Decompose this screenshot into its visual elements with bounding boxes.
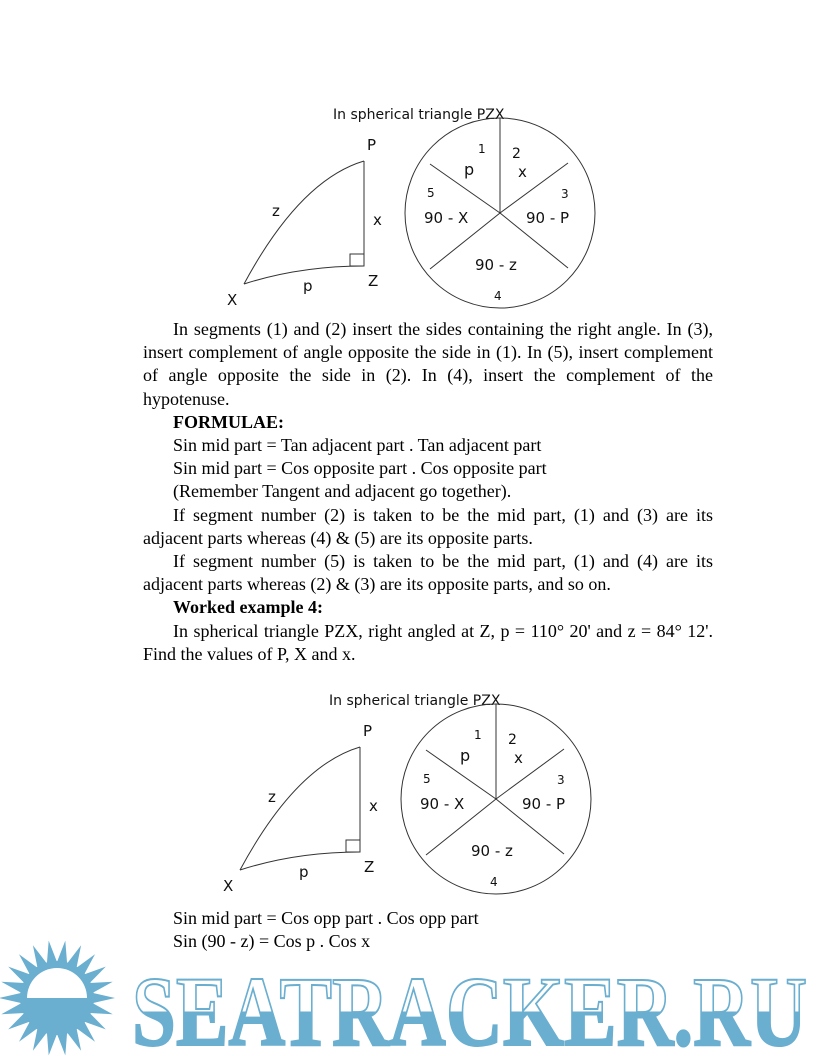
segment-2-label: x (518, 163, 527, 181)
segment-5-label: 90 - X (420, 795, 465, 813)
segment-1-number: 1 (478, 142, 486, 156)
arc-z (240, 747, 360, 870)
diagram-2 (206, 676, 606, 906)
side-z-label: z (272, 202, 280, 220)
side-x-label: x (369, 797, 378, 815)
segment-4-label: 90 - z (471, 842, 513, 860)
vertex-z-label: Z (368, 272, 379, 290)
vertex-p-label: P (363, 722, 373, 740)
segment-1-number: 1 (474, 728, 482, 742)
triangle (244, 161, 364, 284)
segment-3-number: 3 (557, 773, 565, 787)
solution-line-2: Sin (90 - z) = Cos p . Cos x (173, 931, 371, 952)
side-p-label: p (303, 277, 313, 295)
formula-2: Sin mid part = Cos opposite part . Cos opposite part (173, 458, 547, 479)
body-text (143, 318, 713, 666)
segment-4-number: 4 (490, 875, 498, 889)
formula-1: Sin mid part = Tan adjacent part . Tan adjacent part (173, 435, 542, 456)
right-angle-mark (346, 840, 360, 852)
triangle (240, 747, 360, 870)
segment-1-label: p (460, 746, 471, 765)
spherical-triangle-svg (210, 90, 610, 320)
segment-5-number: 5 (423, 772, 431, 786)
segment-3-number: 3 (561, 187, 569, 201)
paragraph-segment-2: If segment number (2) is taken to be the mid part, (1) and (3) are its adjacent parts whereas (4) & (5) are its opposite parts. (143, 504, 713, 548)
worked-example-text: In spherical triangle PZX, right angled at Z, p = 110° 20' and z = 84° 12'. Find the values of P, X and x. (143, 620, 713, 664)
remember-note: (Remember Tangent and adjacent go together). (173, 481, 512, 502)
solution-line-1: Sin mid part = Cos opp part . Cos opp part (173, 908, 479, 928)
vertex-p-label: P (367, 136, 377, 154)
arc-z (244, 161, 364, 284)
side-x-label: x (373, 211, 382, 229)
vertex-x-label: X (227, 291, 238, 309)
diagram-1 (210, 90, 610, 320)
worked-example-heading: Worked example 4: (173, 597, 323, 618)
side-z-label: z (268, 788, 276, 806)
segment-3-label: 90 - P (522, 795, 566, 813)
side-p-label: p (299, 863, 309, 881)
vertex-z-label: Z (364, 858, 375, 876)
instructions-paragraph: In segments (1) and (2) insert the sides containing the right angle. In (3), insert complement of angle opposite the side in (1). In (5), insert complement of angle opposite the side in (2). In (4), insert the complement of the hypotenuse. (143, 319, 713, 409)
sun-logo-icon (0, 941, 115, 1056)
diagram-title: In spherical triangle PZX (329, 693, 501, 709)
segment-1-label: p (464, 160, 475, 179)
paragraph-segment-5: If segment number (5) is taken to be the mid part, (1) and (4) are its adjacent parts whereas (2) & (3) are its opposite parts, and so on. (143, 551, 713, 595)
segment-3-label: 90 - P (526, 209, 570, 227)
segment-4-label: 90 - z (475, 256, 517, 274)
segment-2-number: 2 (508, 732, 517, 748)
vertex-x-label: X (223, 877, 234, 895)
segment-2-number: 2 (512, 146, 521, 162)
seatracker-watermark (0, 935, 816, 1056)
segment-2-label: x (514, 749, 523, 767)
formulae-heading: FORMULAE: (173, 411, 284, 432)
spherical-triangle-svg (206, 676, 606, 906)
segment-5-label: 90 - X (424, 209, 469, 227)
segment-5-number: 5 (427, 186, 435, 200)
segment-4-number: 4 (494, 289, 502, 303)
watermark-text: SEATRACKER.RU (132, 956, 807, 1056)
right-angle-mark (350, 254, 364, 266)
diagram-title: In spherical triangle PZX (333, 107, 505, 123)
